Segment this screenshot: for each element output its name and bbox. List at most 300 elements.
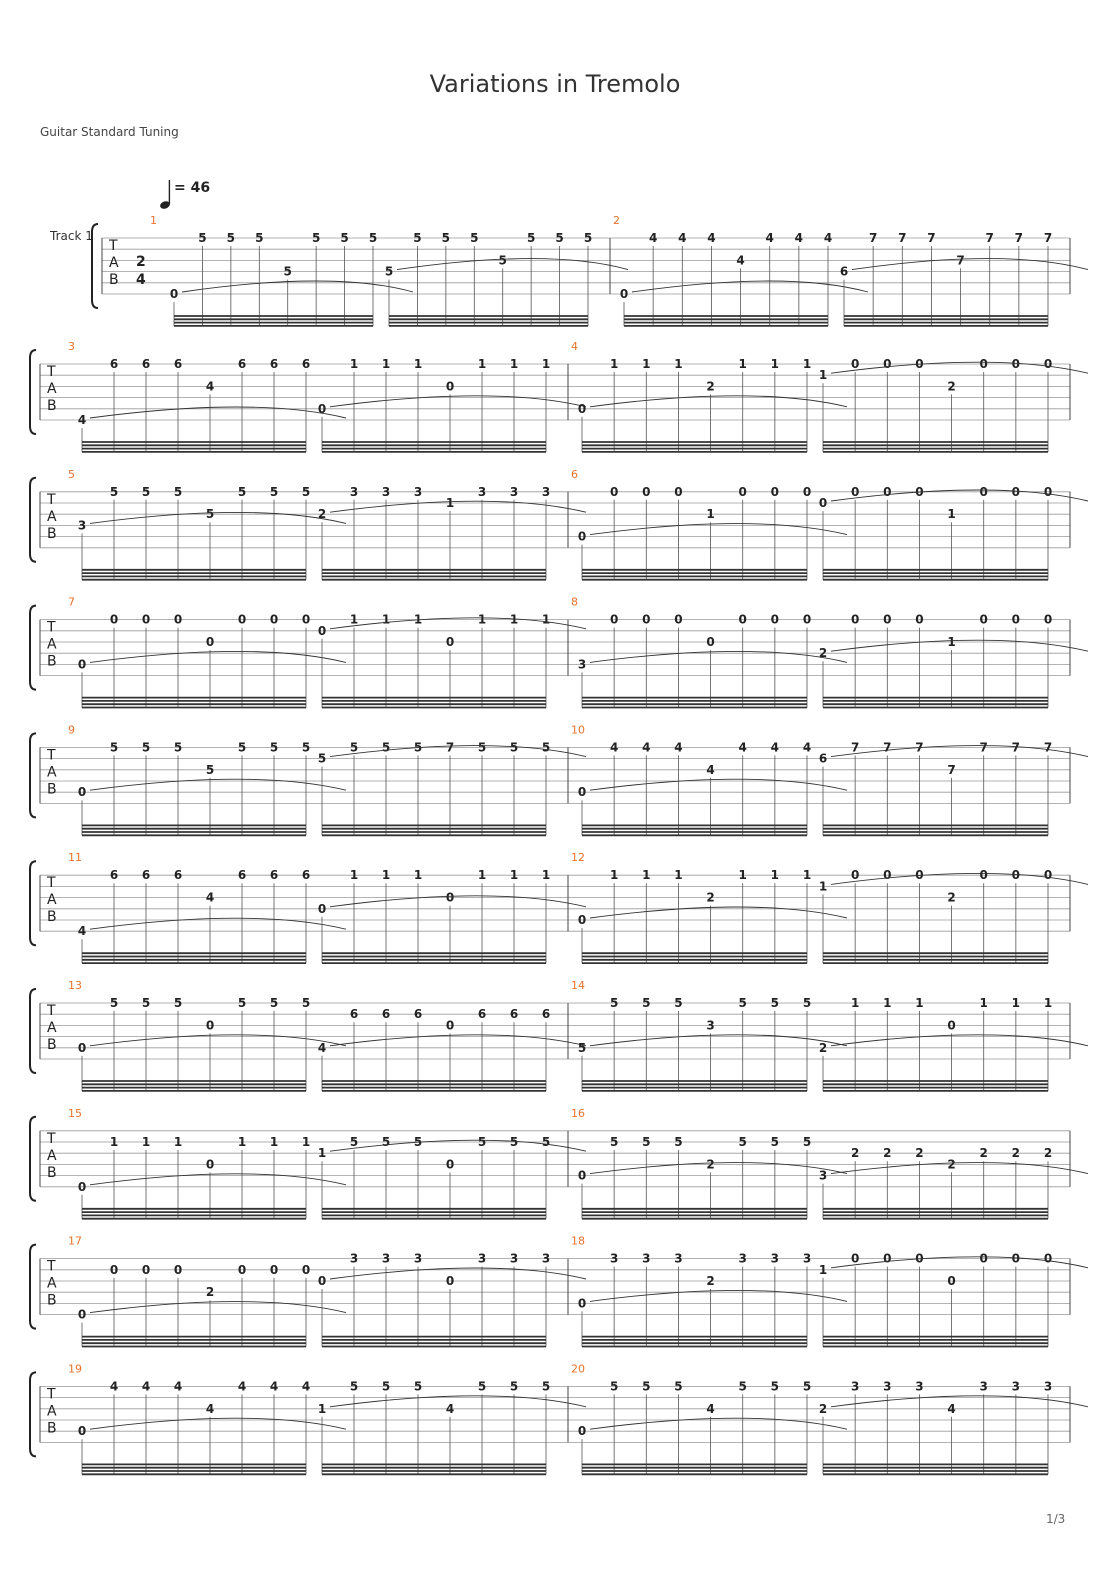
fret-number: 1: [173, 1135, 183, 1149]
fret-number: 0: [1011, 612, 1021, 627]
tab-clef-letter: T: [47, 875, 56, 892]
fret-number: 0: [77, 1307, 87, 1322]
tab-clef-letter: A: [47, 508, 57, 525]
fret-number: 0: [915, 357, 924, 371]
fret-number: 5: [205, 762, 215, 777]
fret-number: 6: [237, 357, 247, 371]
fret-number: 6: [381, 1007, 391, 1022]
measure-number: 18: [571, 1234, 585, 1248]
fret-number: 3: [349, 1251, 359, 1266]
fret-number: 0: [883, 357, 892, 371]
fret-number: 6: [237, 868, 247, 883]
fret-number: 3: [915, 1379, 924, 1394]
tab-clef-letter: B: [47, 1037, 57, 1053]
fret-number: 4: [794, 231, 804, 245]
fret-number: 0: [169, 287, 179, 301]
fret-number: 0: [802, 484, 812, 499]
fret-number: 5: [642, 1135, 651, 1149]
fret-number: 0: [770, 484, 780, 499]
measure-number: 3: [68, 340, 75, 353]
fret-number: 5: [609, 1379, 619, 1394]
fret-number: 4: [109, 1379, 119, 1394]
fret-number: 1: [609, 357, 619, 371]
fret-number: 1: [349, 612, 359, 627]
fret-number: 0: [674, 484, 683, 499]
fret-number: 5: [441, 231, 451, 245]
fret-number: 5: [381, 1379, 391, 1394]
fret-number: 5: [577, 1040, 587, 1055]
tab-system: [30, 851, 1088, 963]
fret-number: 4: [317, 1040, 327, 1055]
fret-number: 6: [269, 357, 279, 371]
fret-number: 5: [674, 1379, 683, 1394]
fret-number: 4: [736, 253, 745, 268]
fret-number: 5: [802, 1379, 812, 1394]
tab-clef-letter: B: [47, 1164, 57, 1181]
fret-number: 2: [818, 1401, 828, 1416]
system-brace: [30, 989, 36, 1073]
fret-number: 4: [802, 740, 812, 755]
fret-number: 1: [349, 357, 359, 371]
fret-number: 3: [770, 1251, 780, 1266]
fret-number: 1: [1043, 996, 1053, 1010]
fret-number: 5: [381, 740, 391, 755]
fret-number: 3: [413, 484, 423, 499]
tab-clef-letter: A: [47, 764, 57, 781]
fret-number: 0: [173, 612, 183, 627]
fret-number: 5: [109, 740, 119, 755]
tab-clef-letter: B: [47, 653, 57, 670]
fret-number: 0: [850, 484, 860, 499]
tab-clef-letter: A: [47, 1403, 57, 1420]
fret-number: 6: [269, 868, 279, 883]
fret-number: 4: [77, 413, 87, 427]
fret-number: 0: [979, 612, 988, 627]
fret-number: 0: [1043, 612, 1053, 627]
fret-number: 3: [577, 657, 587, 672]
tab-clef-letter: T: [47, 1386, 56, 1403]
tab-system: [30, 596, 1088, 708]
fret-number: 3: [477, 1251, 487, 1266]
fret-number: 5: [470, 231, 479, 245]
tab-clef-letter: T: [47, 1258, 56, 1275]
fret-number: 1: [381, 868, 391, 883]
fret-number: 2: [706, 1157, 715, 1172]
fret-number: 5: [413, 740, 423, 755]
measure-number: 16: [571, 1106, 585, 1120]
fret-number: 5: [738, 1135, 747, 1149]
fret-number: 6: [141, 868, 151, 883]
fret-number: 6: [109, 868, 119, 883]
tab-clef-letter: B: [47, 909, 57, 926]
tab-clef-letter: A: [47, 1147, 57, 1164]
fret-number: 5: [509, 1379, 519, 1394]
fret-number: 2: [947, 1157, 956, 1172]
fret-number: 4: [738, 740, 747, 755]
fret-number: 4: [947, 1401, 956, 1416]
time-signature-top: 2: [136, 254, 146, 270]
fret-number: 0: [141, 1262, 151, 1277]
measure-number: 13: [68, 979, 82, 992]
fret-number: 1: [818, 1262, 828, 1277]
fret-number: 5: [555, 231, 564, 245]
fret-number: 5: [642, 996, 651, 1010]
fret-number: 0: [1043, 1251, 1053, 1266]
fret-number: 4: [706, 762, 715, 777]
fret-number: 0: [205, 1018, 215, 1033]
measure-number: 11: [68, 851, 82, 865]
fret-number: 1: [317, 1146, 327, 1161]
fret-number: 4: [205, 890, 215, 905]
measure-number: 14: [571, 979, 585, 992]
fret-number: 0: [445, 1018, 455, 1033]
fret-number: 1: [802, 357, 812, 371]
fret-number: 2: [706, 890, 715, 905]
fret-number: 3: [349, 484, 359, 499]
fret-number: 1: [317, 1401, 327, 1416]
fret-number: 0: [1011, 357, 1021, 371]
fret-number: 0: [1011, 868, 1021, 883]
fret-number: 5: [526, 231, 536, 245]
fret-number: 0: [674, 612, 683, 627]
fret-number: 5: [317, 751, 327, 766]
measure-number: 15: [68, 1106, 82, 1120]
fret-number: 0: [577, 913, 587, 927]
fret-number: 6: [173, 357, 183, 371]
fret-number: 0: [915, 1251, 924, 1266]
fret-number: 4: [770, 740, 780, 755]
fret-number: 0: [577, 1168, 587, 1183]
fret-number: 0: [915, 612, 924, 627]
fret-number: 0: [706, 635, 715, 649]
fret-number: 3: [674, 1251, 683, 1266]
fret-number: 0: [1043, 868, 1053, 883]
fret-number: 3: [706, 1018, 715, 1033]
fret-number: 0: [738, 612, 747, 627]
track-label: Track 1: [50, 229, 93, 243]
fret-number: 6: [818, 751, 828, 766]
tab-system: [30, 1235, 1088, 1347]
fret-number: 1: [413, 612, 423, 627]
fret-number: 2: [818, 1040, 828, 1055]
fret-number: 5: [173, 484, 183, 499]
fret-number: 5: [173, 740, 183, 755]
fret-number: 1: [413, 357, 423, 371]
fret-number: 7: [868, 231, 878, 245]
fret-number: 1: [738, 868, 747, 883]
fret-number: 1: [445, 496, 455, 510]
tab-clef-letter: T: [109, 238, 118, 254]
fret-number: 6: [109, 357, 119, 371]
fret-number: 0: [979, 868, 988, 883]
tab-clef-letter: B: [109, 272, 119, 288]
fret-number: 1: [349, 868, 359, 883]
fret-number: 1: [477, 357, 487, 371]
fret-number: 0: [237, 1262, 247, 1277]
fret-number: 3: [77, 518, 87, 533]
fret-number: 3: [738, 1251, 747, 1266]
tab-clef-letter: T: [47, 364, 56, 380]
fret-number: 0: [947, 1018, 956, 1033]
fret-number: 6: [477, 1007, 487, 1022]
fret-number: 5: [283, 264, 292, 279]
fret-number: 5: [609, 1135, 619, 1149]
tab-clef-letter: T: [47, 1003, 56, 1019]
fret-number: 4: [609, 740, 619, 755]
fret-number: 7: [1043, 231, 1053, 245]
fret-number: 7: [850, 740, 860, 755]
fret-number: 0: [577, 401, 587, 416]
fret-number: 5: [301, 996, 311, 1010]
fret-number: 5: [477, 740, 487, 755]
fret-number: 1: [269, 1135, 279, 1149]
fret-number: 1: [541, 612, 551, 627]
time-signature-bottom: 4: [136, 272, 146, 288]
system-brace: [30, 606, 36, 690]
fret-number: 5: [802, 1135, 812, 1149]
fret-number: 1: [609, 868, 619, 883]
fret-number: 3: [413, 1251, 423, 1266]
fret-number: 1: [915, 996, 924, 1010]
fret-number: 7: [956, 253, 965, 268]
system-brace: [30, 733, 36, 817]
fret-number: 0: [301, 612, 311, 627]
fret-number: 0: [173, 1262, 183, 1277]
fret-number: 0: [1011, 1251, 1021, 1266]
fret-number: 0: [445, 635, 455, 649]
fret-number: 7: [979, 740, 988, 755]
system-brace: [30, 861, 36, 945]
measure-number: 6: [571, 467, 578, 481]
tab-system: [30, 340, 1088, 452]
fret-number: 7: [898, 231, 907, 245]
tab-clef-letter: B: [47, 525, 57, 542]
fret-number: 4: [765, 231, 774, 245]
measure-number: 1: [150, 214, 157, 227]
fret-number: 4: [237, 1379, 247, 1394]
tab-clef-letter: B: [47, 1292, 57, 1309]
fret-number: 0: [979, 484, 988, 499]
fret-number: 3: [1043, 1379, 1053, 1394]
fret-number: 0: [947, 1274, 956, 1288]
fret-number: 1: [509, 612, 519, 627]
fret-number: 7: [445, 740, 455, 755]
fret-number: 5: [738, 1379, 747, 1394]
tab-clef-letter: B: [47, 398, 57, 414]
fret-number: 3: [381, 1251, 391, 1266]
tab-clef-letter: T: [47, 1130, 56, 1147]
fret-number: 4: [706, 1401, 715, 1416]
fret-number: 3: [509, 484, 519, 499]
fret-number: 1: [850, 996, 860, 1010]
fret-number: 0: [445, 379, 455, 394]
fret-number: 0: [445, 1157, 455, 1172]
fret-number: 0: [317, 401, 327, 416]
fret-number: 5: [541, 1379, 551, 1394]
fret-number: 0: [915, 484, 924, 499]
fret-number: 0: [317, 1274, 327, 1288]
fret-number: 5: [349, 740, 359, 755]
fret-number: 0: [109, 612, 119, 627]
fret-number: 5: [269, 996, 279, 1010]
fret-number: 0: [850, 868, 860, 883]
fret-number: 1: [770, 357, 780, 371]
fret-number: 4: [205, 1401, 215, 1416]
fret-number: 6: [541, 1007, 551, 1022]
system-brace: [30, 1372, 36, 1456]
fret-number: 4: [678, 231, 687, 245]
fret-number: 0: [577, 785, 587, 800]
tab-clef-letter: T: [47, 747, 56, 764]
fret-number: 2: [1043, 1146, 1053, 1161]
fret-number: 5: [770, 1135, 780, 1149]
fret-number: 4: [445, 1401, 455, 1416]
tab-clef-letter: A: [47, 636, 57, 653]
fret-number: 0: [205, 1157, 215, 1172]
tab-system: [30, 723, 1088, 835]
fret-number: 0: [269, 1262, 279, 1277]
fret-number: 1: [509, 868, 519, 883]
fret-number: 5: [269, 484, 279, 499]
fret-number: 6: [141, 357, 151, 371]
fret-number: 1: [947, 635, 956, 649]
fret-number: 0: [883, 1251, 892, 1266]
fret-number: 5: [413, 1379, 423, 1394]
fret-number: 3: [381, 484, 391, 499]
fret-number: 5: [311, 231, 321, 245]
fret-number: 3: [883, 1379, 892, 1394]
fret-number: 0: [883, 868, 892, 883]
fret-number: 5: [340, 231, 349, 245]
fret-number: 1: [477, 612, 487, 627]
fret-number: 5: [413, 231, 422, 245]
fret-number: 1: [237, 1135, 247, 1149]
fret-number: 5: [674, 996, 683, 1010]
measure-number: 19: [68, 1362, 82, 1376]
fret-number: 4: [173, 1379, 183, 1394]
fret-number: 1: [541, 357, 551, 371]
fret-number: 5: [237, 996, 247, 1010]
fret-number: 2: [850, 1146, 860, 1161]
fret-number: 0: [979, 1251, 988, 1266]
fret-number: 0: [979, 357, 988, 371]
fret-number: 5: [509, 740, 519, 755]
measure-number: 20: [571, 1362, 585, 1376]
fret-number: 0: [642, 484, 651, 499]
fret-number: 0: [317, 623, 327, 638]
fret-number: 6: [413, 1007, 423, 1022]
fret-number: 5: [141, 740, 151, 755]
fret-number: 4: [77, 924, 87, 939]
fret-number: 6: [349, 1007, 359, 1022]
fret-number: 5: [609, 996, 619, 1010]
fret-number: 5: [674, 1135, 683, 1149]
measure-number: 4: [571, 340, 578, 353]
tab-clef-letter: T: [47, 491, 56, 508]
fret-number: 1: [674, 868, 683, 883]
fret-number: 5: [237, 740, 247, 755]
fret-number: 1: [413, 868, 423, 883]
fret-number: 1: [818, 368, 828, 383]
fret-number: 4: [674, 740, 683, 755]
tab-clef-letter: B: [47, 781, 57, 798]
fret-number: 5: [477, 1135, 487, 1149]
fret-number: 5: [738, 996, 747, 1010]
tuning-subtitle: Guitar Standard Tuning: [40, 125, 179, 139]
fret-number: 3: [802, 1251, 812, 1266]
fret-number: 5: [301, 740, 311, 755]
fret-number: 5: [205, 507, 215, 522]
fret-number: 0: [77, 1040, 87, 1055]
fret-number: 0: [109, 1262, 119, 1277]
measure-number: 7: [68, 595, 75, 609]
measure-number: 12: [571, 851, 585, 865]
fret-number: 0: [577, 529, 587, 544]
fret-number: 3: [1011, 1379, 1021, 1394]
fret-number: 1: [947, 507, 956, 522]
fret-number: 2: [706, 379, 715, 394]
measure-number: 5: [68, 467, 75, 481]
tab-system: [30, 979, 1088, 1091]
fret-number: 7: [1043, 740, 1053, 755]
measure-number: 8: [571, 595, 578, 609]
fret-number: 4: [205, 379, 215, 394]
fret-number: 1: [770, 868, 780, 883]
tab-system: [30, 468, 1088, 580]
fret-number: 0: [850, 612, 860, 627]
fret-number: 0: [609, 484, 619, 499]
tab-system: [92, 214, 1088, 326]
fret-number: 0: [301, 1262, 311, 1277]
fret-number: 5: [198, 231, 207, 245]
fret-number: 1: [642, 357, 651, 371]
fret-number: 1: [979, 996, 988, 1010]
fret-number: 6: [839, 264, 849, 279]
fret-number: 4: [642, 740, 651, 755]
fret-number: 5: [541, 1135, 551, 1149]
fret-number: 5: [583, 231, 593, 245]
fret-number: 1: [301, 1135, 311, 1149]
fret-number: 6: [173, 868, 183, 883]
fret-number: 5: [349, 1135, 359, 1149]
fret-number: 1: [674, 357, 683, 371]
fret-number: 0: [445, 890, 455, 905]
fret-number: 4: [269, 1379, 279, 1394]
fret-number: 5: [770, 1379, 780, 1394]
fret-number: 2: [883, 1146, 892, 1161]
fret-number: 0: [141, 612, 151, 627]
fret-number: 0: [269, 612, 279, 627]
fret-number: 2: [979, 1146, 988, 1161]
fret-number: 3: [541, 484, 551, 499]
measure-number: 2: [613, 214, 620, 227]
fret-number: 7: [927, 231, 936, 245]
system-brace: [30, 350, 36, 434]
fret-number: 5: [173, 996, 183, 1010]
fret-number: 1: [541, 868, 551, 883]
fret-number: 1: [381, 357, 391, 371]
fret-number: 0: [883, 612, 892, 627]
fret-number: 5: [477, 1379, 487, 1394]
fret-number: 1: [109, 1135, 119, 1149]
system-brace: [30, 1245, 36, 1329]
fret-number: 5: [541, 740, 551, 755]
fret-number: 6: [301, 868, 311, 883]
fret-number: 0: [738, 484, 747, 499]
fret-number: 7: [985, 231, 994, 245]
fret-number: 0: [619, 287, 629, 301]
fret-number: 3: [541, 1251, 551, 1266]
